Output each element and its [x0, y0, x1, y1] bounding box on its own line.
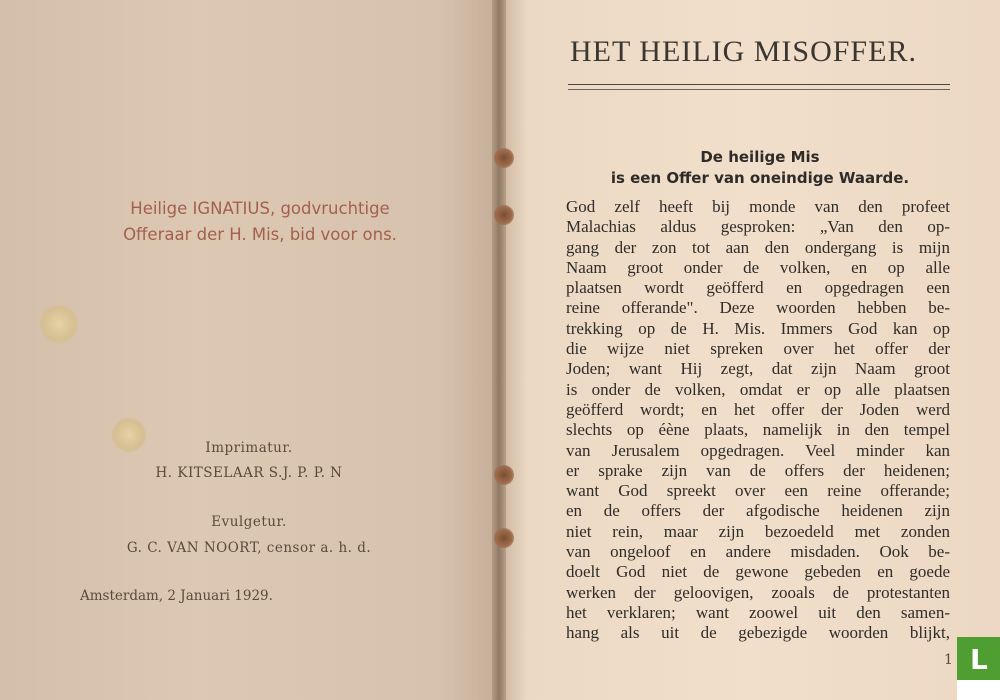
- imprimatur-label: Imprimatur.: [205, 440, 293, 456]
- body-line: doelt God niet de gewone gebeden en goede: [566, 562, 950, 582]
- body-line: geöfferd wordt; en het offer der Joden werd: [566, 399, 950, 419]
- body-line: er sprake zijn van de offers der heidenen;: [566, 460, 950, 480]
- body-line: van ongeloof en andere misdaden. Ook be-: [566, 542, 950, 562]
- body-text: [566, 197, 950, 644]
- body-line: slechts op éène plaats, namelijk in den tempel: [566, 420, 950, 440]
- body-line: Malachias aldus gesproken: „Van den op-: [566, 217, 950, 237]
- body-line: Naam groot onder de volken, en op alle: [566, 257, 950, 277]
- body-line: Joden; want Hij zegt, dat zijn Naam groot: [566, 359, 950, 379]
- heading-line: De heilige Mis: [700, 148, 820, 166]
- imprimatur-signature: H. KITSELAAR S.J. P. P. N: [155, 465, 343, 481]
- title-rule: [568, 84, 950, 85]
- staple-hole: [494, 528, 514, 548]
- logo-letter: L: [970, 643, 988, 676]
- page-title: HET HEILIG MISOFFER.: [570, 35, 917, 68]
- body-line: trekking op de H. Mis. Immers God kan op: [566, 318, 950, 338]
- body-line: is onder de volken, omdat er op alle plaatsen: [566, 379, 950, 399]
- staple-hole: [494, 205, 514, 225]
- body-line: werken der geloovigen, zooals de protestanten: [566, 582, 950, 602]
- body-line: het verklaren; want zoowel uit den samen-: [566, 602, 950, 622]
- watermark-logo: [957, 637, 1000, 700]
- body-line: gang der zon tot aan den ondergang is mijn: [566, 237, 950, 257]
- evulgetur-signature: G. C. VAN NOORT, censor a. h. d.: [126, 540, 372, 556]
- paper-stain: [40, 305, 78, 343]
- page-number: 1: [944, 652, 953, 668]
- dedication: [60, 196, 460, 248]
- body-line: niet rein, maar zijn bezoedeld met zonden: [566, 521, 950, 541]
- body-line: van Jerusalem opgedragen. Veel minder kan: [566, 440, 950, 460]
- dedication-line: Offeraar der H. Mis, bid voor ons.: [123, 225, 397, 244]
- body-line: plaatsen wordt geöfferd en opgedragen een: [566, 278, 950, 298]
- body-line: reine offerande". Deze woorden hebben be-: [566, 298, 950, 318]
- evulgetur-label: Evulgetur.: [211, 514, 287, 530]
- body-line: en de offers der afgodische heidenen zijn: [566, 501, 950, 521]
- staple-hole: [494, 148, 514, 168]
- binding-gutter: [492, 0, 506, 700]
- place-date: Amsterdam, 2 Januari 1929.: [80, 588, 273, 604]
- section-heading: [560, 147, 960, 189]
- dedication-line: Heilige IGNATIUS, godvruchtige: [130, 199, 390, 218]
- left-page: [0, 0, 498, 700]
- body-line: want God spreekt over een reine offerande;: [566, 481, 950, 501]
- body-line: die wijze niet spreken over het offer der: [566, 339, 950, 359]
- staple-hole: [494, 465, 514, 485]
- body-line: God zelf heeft bij monde van den profeet: [566, 197, 950, 216]
- heading-line: is een Offer van oneindige Waarde.: [610, 169, 910, 187]
- title-rule: [568, 89, 950, 90]
- body-line: hang als uit de gebezigde woorden blijkt,: [566, 623, 950, 643]
